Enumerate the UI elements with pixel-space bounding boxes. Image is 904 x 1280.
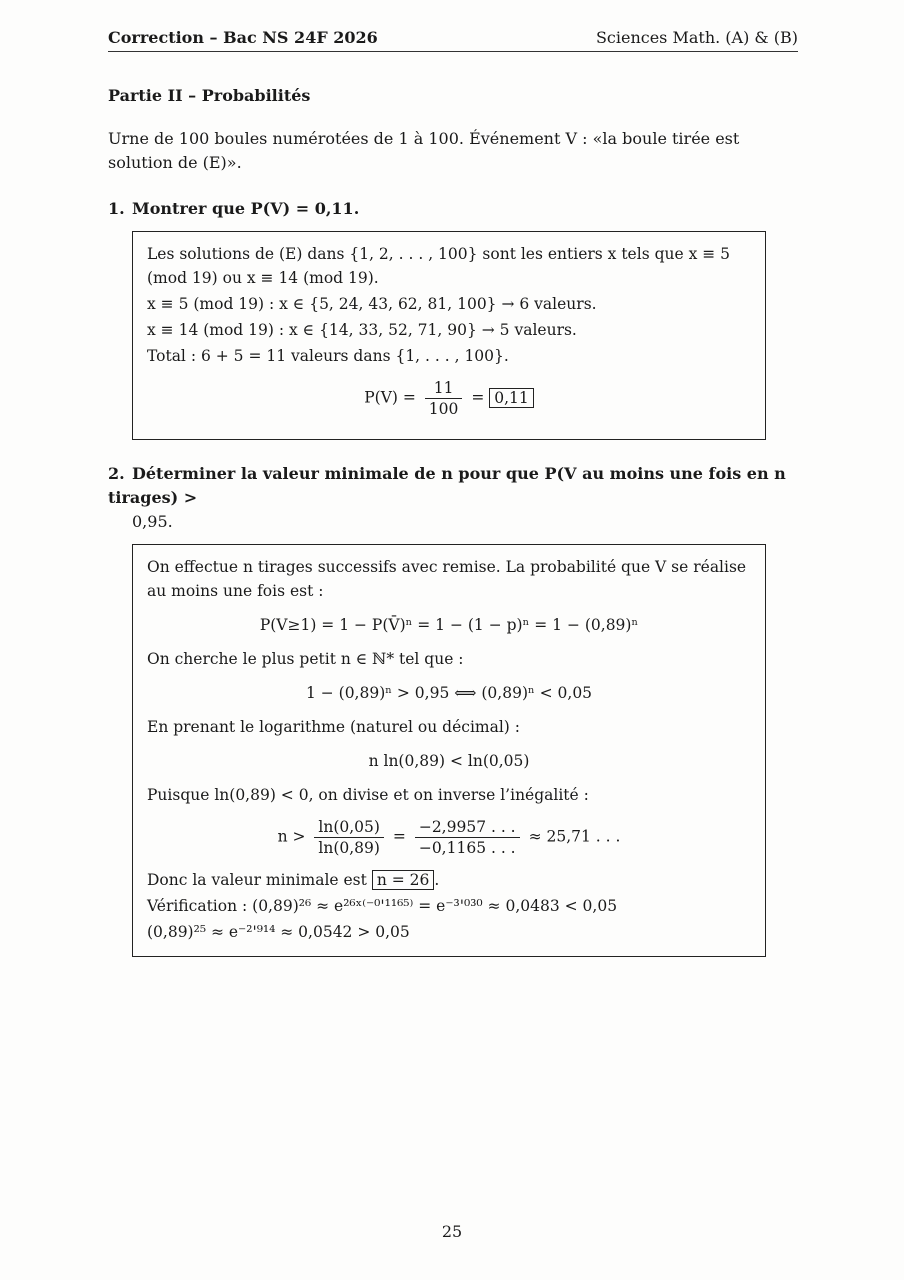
fraction-values-numerator: −2,9957 . . .: [415, 817, 520, 838]
question-2-title: Déterminer la valeur minimale de n pour que P(V au moins une fois en n tirages) >: [108, 464, 786, 507]
question-2-heading: [108, 462, 798, 534]
conclusion-text: Donc la valeur minimale est: [147, 871, 367, 889]
equals-sign: =: [471, 388, 485, 407]
question-2-title-cont: 0,95.: [132, 512, 173, 531]
formula-4-right: ≈ 25,71 . . .: [528, 827, 621, 846]
fraction-ln: [314, 817, 384, 858]
answer-box-2: [132, 544, 766, 957]
formula-4-left: n >: [277, 827, 306, 846]
fraction-numerator: 11: [425, 378, 463, 399]
page-header: [108, 28, 798, 52]
answer-1-line-3: x ≡ 14 (mod 19) : x ∈ {14, 33, 52, 71, 90} → 5 valeurs.: [147, 321, 577, 339]
part-title: Partie II – Probabilités: [108, 86, 311, 105]
question-2-number: 2.: [108, 464, 125, 483]
header-right: Sciences Math. (A) & (B): [595, 28, 798, 47]
fraction-ln-numerator: ln(0,05): [314, 817, 384, 838]
answer-box-1: [132, 231, 766, 440]
fraction-values: [415, 817, 520, 858]
verification-line-1: Vérification : (0,89)²⁶ ≈ e²⁶ˣ⁽⁻⁰'¹¹⁶⁵⁾ = e⁻³'⁰³⁰ ≈ 0,0483 < 0,05: [147, 897, 618, 915]
verification-line-2: (0,89)²⁵ ≈ e⁻²'⁹¹⁴ ≈ 0,0542 > 0,05: [147, 923, 410, 941]
boxed-answer: n = 26: [372, 870, 435, 890]
answer-2-line-2: On cherche le plus petit n ∈ ℕ* tel que :: [147, 650, 464, 668]
question-1-title: Montrer que P(V) = 0,11.: [132, 199, 360, 218]
fraction-ln-denominator: ln(0,89): [318, 839, 380, 857]
answer-2-line-4: Puisque ln(0,89) < 0, on divise et on inverse l’inégalité :: [147, 786, 589, 804]
question-1-number: 1.: [108, 199, 125, 218]
fraction-denominator: 100: [428, 400, 459, 418]
formula-left: P(V) =: [364, 388, 416, 407]
answer-2-formula-1: P(V≥1) = 1 − P(V̄)ⁿ = 1 − (1 − p)ⁿ = 1 − (0,89)ⁿ: [259, 616, 639, 634]
boxed-result: 0,11: [489, 388, 534, 408]
answer-2-formula-3: n ln(0,89) < ln(0,05): [368, 752, 530, 770]
answer-2-formula-2: 1 − (0,89)ⁿ > 0,95 ⟺ (0,89)ⁿ < 0,05: [305, 684, 593, 702]
question-1-heading: [108, 197, 798, 221]
header-left: Correction – Bac NS 24F 2026: [108, 28, 378, 47]
page: [108, 28, 798, 957]
answer-2-formula-4: [147, 817, 751, 858]
fraction-values-denominator: −0,1165 . . .: [418, 839, 516, 857]
answer-1-line-4: Total : 6 + 5 = 11 valeurs dans {1, . . . , 100}.: [147, 347, 509, 365]
answer-2-line-5: [147, 868, 751, 892]
answer-1-formula: [147, 378, 751, 419]
answer-1-line-2: x ≡ 5 (mod 19) : x ∈ {5, 24, 43, 62, 81, 100} → 6 valeurs.: [147, 295, 597, 313]
formula-4-equals: =: [392, 827, 406, 846]
conclusion-period: .: [434, 871, 440, 889]
page-number: 25: [441, 1222, 463, 1241]
intro-text: Urne de 100 boules numérotées de 1 à 100. Événement V : «la boule tirée est solution de (E)».: [108, 129, 740, 172]
answer-1-line-1: Les solutions de (E) dans {1, 2, . . . , 100} sont les entiers x tels que x ≡ 5 (mod 19) ou x ≡ 14 (mod 19).: [147, 245, 731, 287]
answer-2-line-3: En prenant le logarithme (naturel ou décimal) :: [147, 718, 520, 736]
answer-2-line-1: On effectue n tirages successifs avec remise. La probabilité que V se réalise au moins une fois est :: [147, 558, 747, 600]
fraction: [425, 378, 463, 419]
